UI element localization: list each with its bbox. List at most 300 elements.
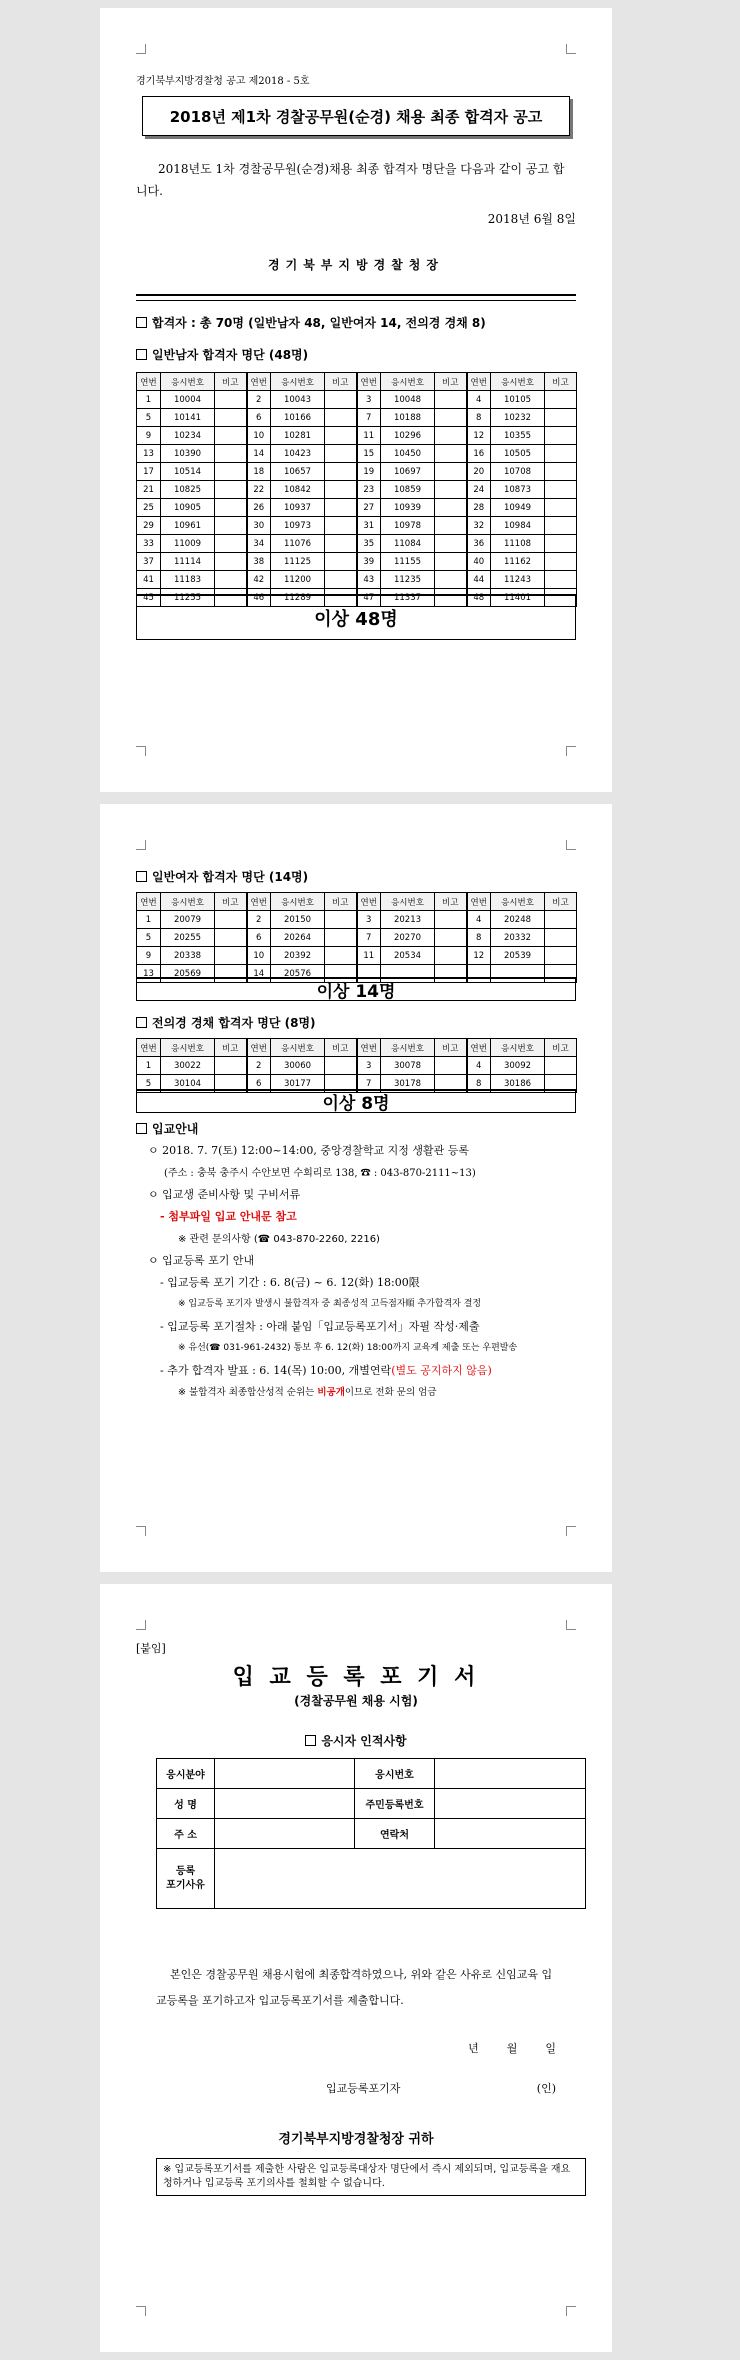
female-table (136, 892, 577, 983)
remark-cell (435, 1057, 467, 1075)
table-row (137, 409, 577, 427)
column-header: 응시번호 (161, 1039, 215, 1057)
remark-cell (325, 463, 357, 481)
column-header: 비고 (325, 1039, 357, 1057)
exam-number-cell: 10141 (161, 409, 215, 427)
guide-item: - 추가 합격자 발표 : 6. 14(목) 10:00, 개별연락(별도 공지하지 않음) (160, 1364, 492, 1377)
table-row (137, 535, 577, 553)
exam-number-cell: 10105 (491, 391, 545, 409)
remark-cell (435, 553, 467, 571)
column-header: 응시번호 (491, 893, 545, 911)
serial-cell: 13 (137, 445, 161, 463)
exam-number-cell: 11009 (161, 535, 215, 553)
exam-number-cell: 20576 (271, 965, 325, 983)
remark-cell (325, 911, 357, 929)
exam-number-cell: 10905 (161, 499, 215, 517)
serial-cell: 11 (357, 427, 381, 445)
table-row (137, 947, 577, 965)
divider (136, 294, 576, 301)
checkbox-square-icon (136, 317, 147, 328)
label-reason: 등록 포기사유 (157, 1849, 215, 1909)
exam-number-cell: 10873 (491, 481, 545, 499)
remark-cell (545, 929, 577, 947)
remark-cell (325, 517, 357, 535)
column-header: 응시번호 (381, 373, 435, 391)
serial-cell: 38 (247, 553, 271, 571)
serial-cell: 7 (357, 409, 381, 427)
exam-number-cell: 10949 (491, 499, 545, 517)
exam-number-cell: 10234 (161, 427, 215, 445)
serial-cell: 13 (137, 965, 161, 983)
input-rrn[interactable] (435, 1789, 586, 1819)
remark-cell (435, 535, 467, 553)
serial-cell: 9 (137, 427, 161, 445)
serial-cell: 2 (247, 1057, 271, 1075)
table-row (137, 481, 577, 499)
remark-cell (545, 463, 577, 481)
column-header: 비고 (545, 1039, 577, 1057)
serial-cell: 40 (467, 553, 491, 571)
serial-cell: 28 (467, 499, 491, 517)
serial-cell: 45 (137, 589, 161, 607)
exam-number-cell: 10166 (271, 409, 325, 427)
exam-number-cell: 30022 (161, 1057, 215, 1075)
exam-number-cell: 11337 (381, 589, 435, 607)
label-field: 응시분야 (157, 1759, 215, 1789)
remark-cell (435, 409, 467, 427)
table-row (137, 1057, 577, 1075)
serial-cell: 25 (137, 499, 161, 517)
exam-number-cell: 10188 (381, 409, 435, 427)
exam-number-cell: 20534 (381, 947, 435, 965)
date-line: 년 월 일 (468, 2042, 556, 2055)
column-header: 응시번호 (271, 373, 325, 391)
serial-cell: 30 (247, 517, 271, 535)
input-reason[interactable] (215, 1849, 586, 1909)
female-total: 이상 14명 (136, 977, 576, 1001)
remark-cell (435, 911, 467, 929)
column-header: 응시번호 (271, 893, 325, 911)
serial-cell: 2 (247, 911, 271, 929)
label-address: 주 소 (157, 1819, 215, 1849)
serial-cell: 8 (467, 409, 491, 427)
serial-cell: 29 (137, 517, 161, 535)
remark-cell (545, 1057, 577, 1075)
input-address[interactable] (215, 1819, 355, 1849)
serial-cell: 32 (467, 517, 491, 535)
label-examno: 응시번호 (355, 1759, 435, 1789)
form-section: 응시자 인적사항 (136, 1732, 576, 1749)
serial-cell: 2 (247, 391, 271, 409)
guide-item: - 입교등록 포기 기간 : 6. 8(금) ~ 6. 12(화) 18:00限 (160, 1276, 420, 1289)
remark-cell (325, 571, 357, 589)
remark-cell (545, 517, 577, 535)
summary-heading: 합격자 : 총 70명 (일반남자 48, 일반여자 14, 전의경 경채 8) (136, 314, 486, 331)
exam-number-cell: 10004 (161, 391, 215, 409)
remark-cell (215, 463, 247, 481)
exam-number-cell: 10514 (161, 463, 215, 481)
serial-cell: 1 (137, 391, 161, 409)
serial-cell: 4 (467, 391, 491, 409)
attachment-label: [붙임] (136, 1642, 166, 1655)
exam-number-cell: 10984 (491, 517, 545, 535)
exam-number-cell: 11114 (161, 553, 215, 571)
serial-cell: 10 (247, 947, 271, 965)
exam-number-cell: 20270 (381, 929, 435, 947)
table-row (137, 463, 577, 481)
notice-box: ※ 입교등록포기서를 제출한 사람은 입교등록대상자 명단에서 즉시 제외되며, 입교등록을 재요청하거나 입교등록 포기의사를 철회할 수 없습니다. (156, 2158, 586, 2196)
serial-cell: 6 (247, 1075, 271, 1093)
male-total: 이상 48명 (136, 594, 576, 640)
serial-cell: 18 (247, 463, 271, 481)
serial-cell: 5 (137, 929, 161, 947)
remark-cell (545, 391, 577, 409)
issuer: 경기북부지방경찰청장 (268, 258, 444, 272)
guide-item: ㅇ 입교생 준비사항 및 구비서류 (148, 1188, 301, 1201)
remark-cell (325, 947, 357, 965)
serial-cell: 42 (247, 571, 271, 589)
column-header: 비고 (215, 893, 247, 911)
serial-cell: 20 (467, 463, 491, 481)
remark-cell (435, 391, 467, 409)
table-row (137, 391, 577, 409)
remark-cell (435, 427, 467, 445)
remark-cell (215, 427, 247, 445)
column-header: 연번 (467, 373, 491, 391)
guide-heading: 입교안내 (136, 1120, 198, 1137)
column-header: 연번 (137, 893, 161, 911)
remark-cell (545, 409, 577, 427)
exam-number-cell: 11076 (271, 535, 325, 553)
remark-cell (435, 517, 467, 535)
serial-cell: 7 (357, 1075, 381, 1093)
remark-cell (215, 391, 247, 409)
serial-cell: 16 (467, 445, 491, 463)
serial-cell: 27 (357, 499, 381, 517)
remark-cell (215, 553, 247, 571)
column-header: 연번 (467, 893, 491, 911)
remark-cell (545, 445, 577, 463)
column-header: 응시번호 (161, 373, 215, 391)
guide-item: ※ 관련 문의사항 (☎ 043-870-2260, 2216) (178, 1234, 380, 1245)
exam-number-cell: 20569 (161, 965, 215, 983)
applicant-form (156, 1758, 586, 1909)
serial-cell: 3 (357, 391, 381, 409)
serial-cell: 10 (247, 427, 271, 445)
input-contact[interactable] (435, 1819, 586, 1849)
serial-cell: 33 (137, 535, 161, 553)
remark-cell (325, 445, 357, 463)
exam-number-cell: 20213 (381, 911, 435, 929)
serial-cell: 19 (357, 463, 381, 481)
notice-date: 2018년 6월 8일 (487, 212, 576, 226)
remark-cell (215, 499, 247, 517)
exam-number-cell: 10043 (271, 391, 325, 409)
remark-cell (545, 481, 577, 499)
checkbox-square-icon (305, 1735, 316, 1746)
serial-cell: 8 (467, 1075, 491, 1093)
vet-total: 이상 8명 (136, 1089, 576, 1113)
exam-number-cell: 11200 (271, 571, 325, 589)
remark-cell (435, 499, 467, 517)
table-row (137, 517, 577, 535)
serial-cell: 35 (357, 535, 381, 553)
table-row (137, 445, 577, 463)
serial-cell: 7 (357, 929, 381, 947)
table-row (137, 571, 577, 589)
exam-number-cell: 11108 (491, 535, 545, 553)
exam-number-cell: 10961 (161, 517, 215, 535)
column-header: 비고 (325, 893, 357, 911)
exam-number-cell: 11084 (381, 535, 435, 553)
vet-heading: 전의경 경채 합격자 명단 (8명) (136, 1014, 316, 1031)
remark-cell (215, 409, 247, 427)
column-header: 연번 (137, 373, 161, 391)
exam-number-cell: 10423 (271, 445, 325, 463)
column-header: 응시번호 (491, 373, 545, 391)
serial-cell: 23 (357, 481, 381, 499)
column-header: 응시번호 (271, 1039, 325, 1057)
serial-cell: 39 (357, 553, 381, 571)
exam-number-cell: 10937 (271, 499, 325, 517)
serial-cell: 3 (357, 911, 381, 929)
column-header: 비고 (215, 1039, 247, 1057)
guide-item: - 첨부파일 입교 안내문 참고 (160, 1210, 297, 1223)
exam-number-cell: 20338 (161, 947, 215, 965)
column-header: 연번 (467, 1039, 491, 1057)
exam-number-cell: 10697 (381, 463, 435, 481)
remark-cell (325, 535, 357, 553)
remark-cell (215, 481, 247, 499)
page-3 (100, 1584, 612, 2352)
column-header: 비고 (325, 373, 357, 391)
table-row (137, 911, 577, 929)
serial-cell: 47 (357, 589, 381, 607)
remark-cell (325, 481, 357, 499)
exam-number-cell: 10973 (271, 517, 325, 535)
exam-number-cell: 11289 (271, 589, 325, 607)
remark-cell (325, 929, 357, 947)
exam-number-cell: 10355 (491, 427, 545, 445)
checkbox-square-icon (136, 871, 147, 882)
serial-cell: 5 (137, 1075, 161, 1093)
table-row (137, 499, 577, 517)
exam-number-cell: 11243 (491, 571, 545, 589)
table-row (137, 427, 577, 445)
seal-mark: (인) (536, 2082, 556, 2095)
input-examno[interactable] (435, 1759, 586, 1789)
column-header: 비고 (435, 893, 467, 911)
input-field[interactable] (215, 1759, 355, 1789)
exam-number-cell: 20150 (271, 911, 325, 929)
exam-number-cell: 30104 (161, 1075, 215, 1093)
exam-number-cell: 11155 (381, 553, 435, 571)
exam-number-cell: 30186 (491, 1075, 545, 1093)
serial-cell: 1 (137, 911, 161, 929)
remark-cell (435, 481, 467, 499)
exam-number-cell: 20264 (271, 929, 325, 947)
exam-number-cell: 10505 (491, 445, 545, 463)
exam-number-cell: 10859 (381, 481, 435, 499)
exam-number-cell: 10232 (491, 409, 545, 427)
remark-cell (215, 929, 247, 947)
serial-cell: 26 (247, 499, 271, 517)
exam-number-cell: 11255 (161, 589, 215, 607)
guide-item: ㅇ 2018. 7. 7(토) 12:00~14:00, 중앙경찰학교 지정 생활관 등록 (148, 1144, 470, 1157)
remark-cell (325, 409, 357, 427)
serial-cell: 22 (247, 481, 271, 499)
serial-cell: 5 (137, 409, 161, 427)
exam-number-cell: 30060 (271, 1057, 325, 1075)
guide-item: - 입교등록 포기절차 : 아래 붙임「입교등록포기서」자필 작성·제출 (160, 1320, 480, 1333)
column-header: 응시번호 (381, 1039, 435, 1057)
remark-cell (215, 535, 247, 553)
exam-number-cell: 10939 (381, 499, 435, 517)
remark-cell (435, 571, 467, 589)
exam-number-cell: 30177 (271, 1075, 325, 1093)
serial-cell: 46 (247, 589, 271, 607)
remark-cell (435, 445, 467, 463)
column-header: 연번 (137, 1039, 161, 1057)
column-header: 응시번호 (491, 1039, 545, 1057)
remark-cell (545, 499, 577, 517)
exam-number-cell: 10657 (271, 463, 325, 481)
remark-cell (545, 553, 577, 571)
exam-number-cell: 20392 (271, 947, 325, 965)
exam-number-cell: 10708 (491, 463, 545, 481)
label-rrn: 주민등록번호 (355, 1789, 435, 1819)
serial-cell: 1 (137, 1057, 161, 1075)
checkbox-square-icon (136, 1017, 147, 1028)
serial-cell: 31 (357, 517, 381, 535)
serial-cell: 4 (467, 1057, 491, 1075)
serial-cell: 6 (247, 409, 271, 427)
checkbox-square-icon (136, 349, 147, 360)
column-header: 연번 (247, 373, 271, 391)
table-row (137, 929, 577, 947)
guide-item: ※ 입교등록 포기자 발생시 불합격자 중 최종성적 고득점자順 추가합격자 결정 (178, 1299, 482, 1309)
serial-cell: 14 (247, 445, 271, 463)
remark-cell (435, 947, 467, 965)
remark-cell (325, 553, 357, 571)
exam-number-cell: 10296 (381, 427, 435, 445)
column-header: 비고 (435, 373, 467, 391)
exam-number-cell: 10450 (381, 445, 435, 463)
female-heading: 일반여자 합격자 명단 (14명) (136, 868, 308, 885)
remark-cell (545, 947, 577, 965)
serial-cell: 15 (357, 445, 381, 463)
guide-item: ※ 유선(☎ 031-961-2432) 통보 후 6. 12(화) 18:00까지 교육계 제출 또는 우편발송 (178, 1343, 518, 1353)
column-header: 비고 (545, 373, 577, 391)
remark-cell (545, 427, 577, 445)
serial-cell: 6 (247, 929, 271, 947)
serial-cell: 12 (467, 947, 491, 965)
exam-number-cell: 30178 (381, 1075, 435, 1093)
remark-cell (325, 391, 357, 409)
exam-number-cell: 10825 (161, 481, 215, 499)
column-header: 연번 (247, 893, 271, 911)
serial-cell: 14 (247, 965, 271, 983)
exam-number-cell: 11125 (271, 553, 325, 571)
exam-number-cell: 10048 (381, 391, 435, 409)
remark-cell (215, 947, 247, 965)
exam-number-cell: 11183 (161, 571, 215, 589)
serial-cell: 37 (137, 553, 161, 571)
serial-cell: 4 (467, 911, 491, 929)
serial-cell: 34 (247, 535, 271, 553)
exam-number-cell: 30078 (381, 1057, 435, 1075)
label-contact: 연락처 (355, 1819, 435, 1849)
remark-cell (545, 911, 577, 929)
remark-cell (215, 1057, 247, 1075)
exam-number-cell: 20539 (491, 947, 545, 965)
column-header: 응시번호 (381, 893, 435, 911)
remark-cell (215, 517, 247, 535)
exam-number-cell: 11162 (491, 553, 545, 571)
column-header: 연번 (357, 373, 381, 391)
signer-label: 입교등록포기자 (326, 2082, 401, 2095)
serial-cell: 3 (357, 1057, 381, 1075)
input-name[interactable] (215, 1789, 355, 1819)
column-header: 연번 (357, 893, 381, 911)
serial-cell: 9 (137, 947, 161, 965)
page-2 (100, 804, 612, 1572)
column-header: 비고 (215, 373, 247, 391)
exam-number-cell: 10842 (271, 481, 325, 499)
male-heading: 일반남자 합격자 명단 (48명) (136, 346, 308, 363)
checkbox-square-icon (136, 1123, 147, 1134)
remark-cell (435, 929, 467, 947)
serial-cell: 44 (467, 571, 491, 589)
remark-cell (325, 427, 357, 445)
serial-cell: 24 (467, 481, 491, 499)
serial-cell: 12 (467, 427, 491, 445)
exam-number-cell: 20255 (161, 929, 215, 947)
exam-number-cell: 20332 (491, 929, 545, 947)
remark-cell (215, 571, 247, 589)
exam-number-cell: 10390 (161, 445, 215, 463)
guide-item: (주소 : 충북 충주시 수안보면 수회리로 138, ☎ : 043-870-2111~13) (164, 1168, 476, 1179)
exam-number-cell: 10281 (271, 427, 325, 445)
serial-cell: 17 (137, 463, 161, 481)
serial-cell: 48 (467, 589, 491, 607)
exam-number-cell: 11401 (491, 589, 545, 607)
remark-cell (215, 445, 247, 463)
form-subtitle: (경찰공무원 채용 시험) (294, 1694, 418, 1708)
remark-cell (325, 499, 357, 517)
guide-item: ㅇ 입교등록 포기 안내 (148, 1254, 255, 1267)
column-header: 응시번호 (161, 893, 215, 911)
serial-cell: 21 (137, 481, 161, 499)
notice-number: 경기북부지방경찰청 공고 제2018 - 5호 (136, 76, 310, 87)
intro-text: 2018년도 1차 경찰공무원(순경)채용 최종 합격자 명단을 다음과 같이 공고 합니다. (136, 162, 565, 198)
column-header: 비고 (435, 1039, 467, 1057)
remark-cell (435, 463, 467, 481)
recipient: 경기북부지방경찰청장 귀하 (278, 2132, 434, 2147)
remark-cell (545, 535, 577, 553)
remark-cell (215, 911, 247, 929)
remark-cell (545, 571, 577, 589)
guide-item: ※ 불합격자 최종합산성적 순위는 비공개이므로 전화 문의 엄금 (178, 1387, 437, 1398)
remark-cell (325, 1057, 357, 1075)
declaration-text: 본인은 경찰공무원 채용시험에 최종합격하였으나, 위와 같은 사유로 신임교육 입교등록을 포기하고자 입교등록포기서를 제출합니다. (156, 1968, 553, 2007)
column-header: 연번 (247, 1039, 271, 1057)
form-title: 입 교 등 록 포 기 서 (232, 1664, 480, 1690)
exam-number-cell: 30092 (491, 1057, 545, 1075)
exam-number-cell: 20079 (161, 911, 215, 929)
exam-number-cell: 10978 (381, 517, 435, 535)
male-table (136, 372, 577, 607)
